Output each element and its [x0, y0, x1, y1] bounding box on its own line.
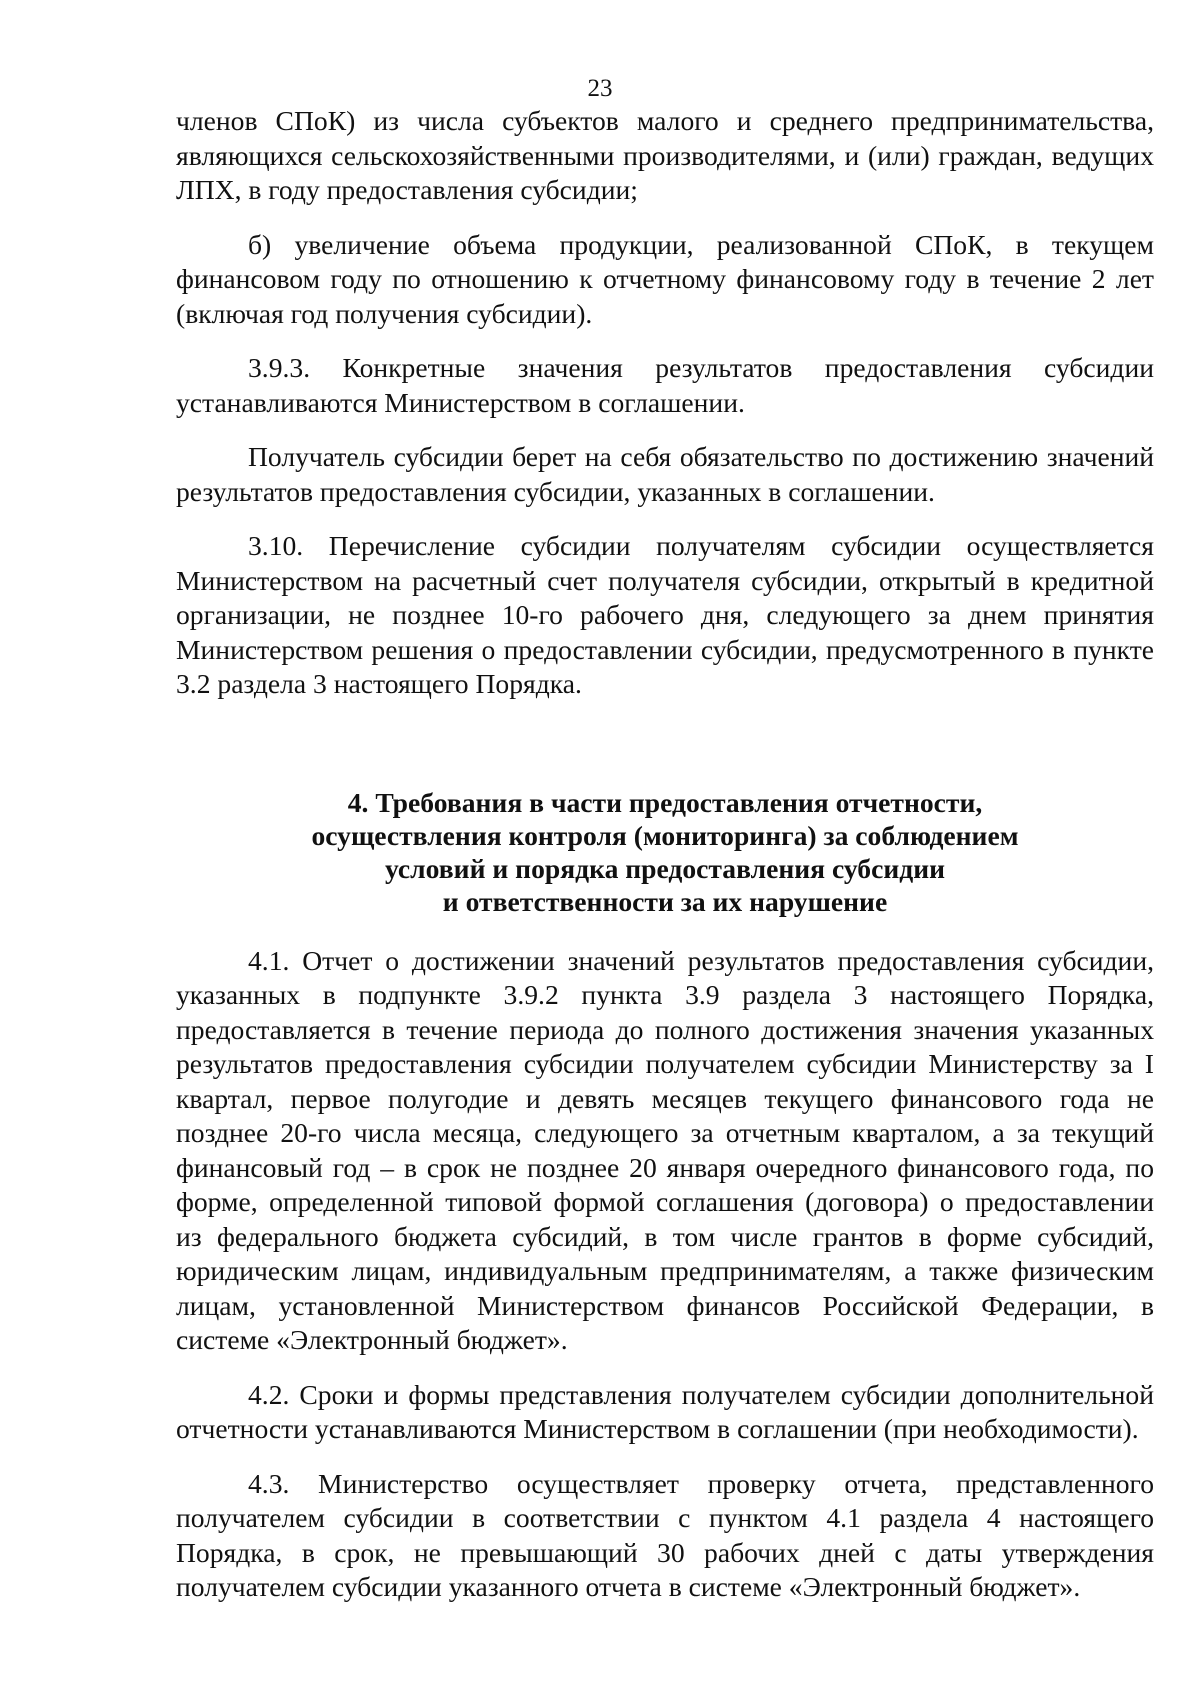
paragraph-item-b: б) увеличение объема продукции, реализованной СПоК, в текущем финансовом году по отношению к отчетному финансовому году в течение 2 лет (включая год получения субсидии). — [176, 228, 1154, 329]
paragraph-4-1: 4.1. Отчет о достижении значений результатов предоставления субсидии, указанных в подпункте 3.9.2 пункта 3.9 раздела 3 настоящего Порядка, предоставляется в течение периода до полного достижения значения указанных результатов предоставления субсидии получателем субсидии Министерству за I квартал, первое полугодие и девять месяцев текущего финансового года не позднее 20-го числа месяца, следующего за отчетным кварталом, а за текущий финансовый год – в срок не позднее 20 января очередного финансового года, по форме, определенной типовой формой соглашения (договора) о предоставлении из федерального бюджета субсидий, в том числе грантов в форме субсидий, юридическим лицам, индивидуальным предпринимателям, а также физическим лицам, установленной Министерством финансов Российской Федерации, в системе «Электронный бюджет». — [176, 944, 1154, 1355]
page-number: 23 — [587, 75, 613, 102]
document-body — [176, 104, 1154, 1605]
paragraph-4-2: 4.2. Сроки и формы представления получателем субсидии дополнительной отчетности устанавливаются Министерством в соглашении (при необходимости). — [176, 1378, 1154, 1444]
paragraph-recipient-obligation: Получатель субсидии берет на себя обязательство по достижению значений результатов предоставления субсидии, указанных в соглашении. — [176, 441, 1154, 507]
paragraph-3-10: 3.10. Перечисление субсидии получателям субсидии осуществляется Министерством на расчетный счет получателя субсидии, открытый в кредитной организации, не позднее 10-го рабочего дня, следующего за днем принятия Министерством решения о предоставлении субсидии, предусмотренного в пункте 3.2 раздела 3 настоящего Порядка. — [176, 530, 1154, 699]
section-heading-line: условий и порядка предоставления субсидии — [384, 852, 945, 884]
paragraph-3-9-3: 3.9.3. Конкретные значения результатов предоставления субсидии устанавливаются Министерством в соглашении. — [176, 352, 1154, 418]
paragraph-4-3: 4.3. Министерство осуществляет проверку отчета, представленного получателем субсидии в соответствии с пунктом 4.1 раздела 4 настоящего Порядка, в срок, не превышающий 30 рабочих дней с даты утверждения получателем субсидии указанного отчета в системе «Электронный бюджет». — [176, 1467, 1154, 1602]
section-heading-line: 4. Требования в части предоставления отчетности, — [347, 786, 983, 818]
section-4-heading — [176, 786, 1154, 918]
section-heading-line: и ответственности за их нарушение — [442, 885, 888, 917]
paragraph-continuation: членов СПоК) из числа субъектов малого и среднего предпринимательства, являющихся сельскохозяйственными производителями, и (или) граждан, ведущих ЛПХ, в году предоставления субсидии; — [176, 105, 1154, 205]
section-heading-line: осуществления контроля (мониторинга) за соблюдением — [311, 819, 1019, 851]
